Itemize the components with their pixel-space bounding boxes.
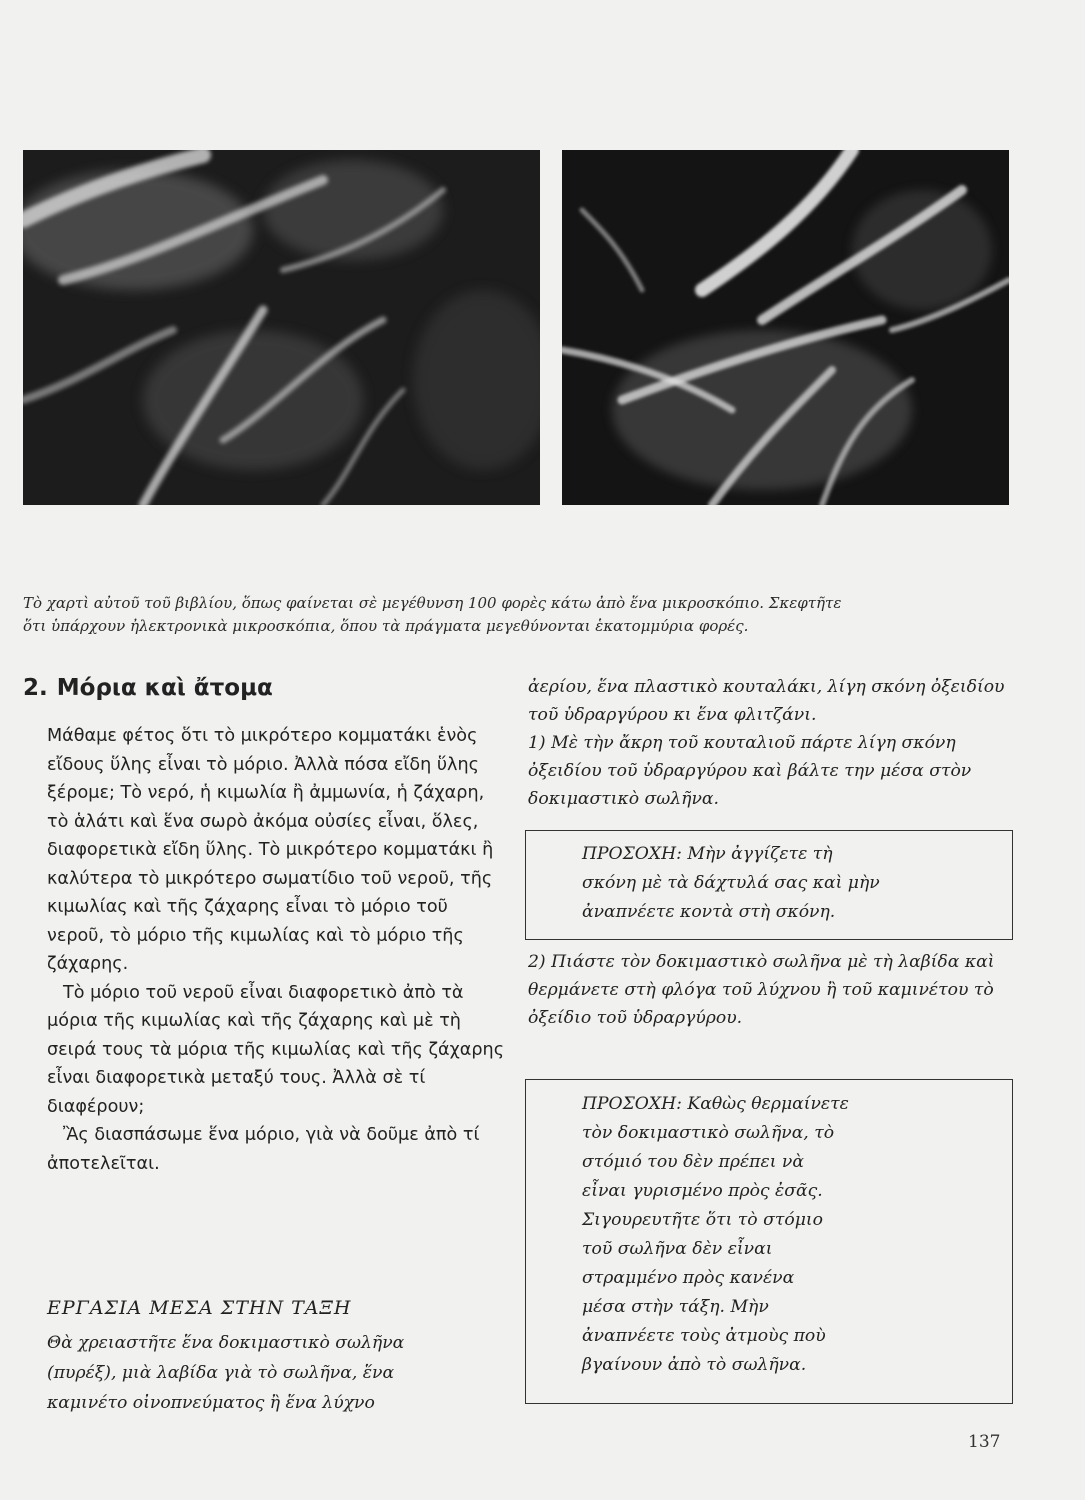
- section-title: Μόρια καὶ ἄτομα: [56, 675, 273, 701]
- warning-box-1: [525, 830, 1013, 940]
- body-paragraph: Τὸ μόριο τοῦ νεροῦ εἶναι διαφορετικὸ ἀπὸ τὰ μόρια τῆς κιμωλίας καὶ τῆς ζάχαρης καὶ μὲ τὴ σειρά τους τὰ μόρια τῆς κιμωλίας καὶ τῆς ζάχαρης εἶναι διαφορετικὰ μεταξύ τους. Ἀλλὰ σὲ τί διαφέρουν;: [47, 982, 505, 1117]
- warning-line: ἀναπνέετε τοὺς ἀτμοὺς ποὺ: [582, 1326, 826, 1346]
- body-paragraph: Μάθαμε φέτος ὅτι τὸ μικρότερο κομματάκι ἑνὸς εἴδους ὕλης εἶναι τὸ μόριο. Ἀλλὰ πόσα εἴδη ὕλης ξέρομε; Τὸ νερό, ἡ κιμωλία ἢ ἀμμωνία, ἡ ζάχαρη, τὸ ἁλάτι καὶ ἕνα σωρὸ ἀκόμα οὐσίες εἶναι, ὅλες, διαφορετικὰ εἴδη ὕλης. Τὸ μικρότερο κομματάκι ἢ καλύτερα τὸ μικρότερο σωματίδιο τοῦ νεροῦ, τῆς κιμωλίας καὶ τῆς ζάχαρης εἶναι τὸ μόριο τοῦ νεροῦ, τὸ μόριο τῆς κιμωλίας καὶ τὸ μόριο τῆς ζάχαρης.: [47, 726, 494, 974]
- warning-line: στραμμένο πρὸς κανένα: [582, 1268, 795, 1288]
- micrograph-photo-left: [23, 150, 540, 505]
- warning-line: τοῦ σωλῆνα δὲν εἶναι: [582, 1239, 773, 1259]
- activity-materials-text: [47, 1328, 477, 1418]
- activity-title: ΕΡΓΑΣΙΑ ΜΕΣΑ ΣΤΗΝ ΤΑΞΗ: [47, 1297, 352, 1319]
- section-number: 2.: [23, 675, 48, 701]
- page-number: 137: [968, 1432, 1001, 1452]
- step-2: 2) Πιάστε τὸν δοκιμαστικὸ σωλῆνα μὲ τὴ λαβίδα καὶ θερμάνετε στὴ φλόγα τοῦ λύχνου ἢ τοῦ καμινέτου τὸ ὀξείδιο τοῦ ὑδραργύρου.: [528, 952, 995, 1028]
- section-heading: [23, 675, 273, 701]
- warning-line: βγαίνουν ἀπὸ τὸ σωλῆνα.: [582, 1355, 807, 1375]
- right-column-step-2: [528, 948, 1013, 1032]
- warning-line: ΠΡΟΣΟΧΗ: Καθὼς θερμαίνετε: [582, 1094, 849, 1114]
- micrograph-photo-right: [562, 150, 1009, 505]
- body-paragraph: Ἂς διασπάσωμε ἕνα μόριο, γιὰ νὰ δοῦμε ἀπὸ τί ἀποτελεῖται.: [47, 1125, 480, 1174]
- warning-line: ἀναπνέετε κοντὰ στὴ σκόνη.: [582, 902, 836, 922]
- warning-line: μέσα στὴν τάξη. Μὴν: [582, 1297, 769, 1317]
- warning-line: σκόνη μὲ τὰ δάχτυλά σας καὶ μὴν: [582, 873, 880, 893]
- warning-line: Σιγουρευτῆτε ὅτι τὸ στόμιο: [582, 1210, 823, 1230]
- step-1: 1) Μὲ τὴν ἄκρη τοῦ κουταλιοῦ πάρτε λίγη σκόνη ὀξειδίου τοῦ ὑδραργύρου καὶ βάλτε την μέσα στὸν δοκιμαστικὸ σωλῆνα.: [528, 733, 972, 809]
- materials-continuation: ἀερίου, ἕνα πλαστικὸ κουταλάκι, λίγη σκόνη ὀξειδίου τοῦ ὑδραργύρου κι ἕνα φλιτζάνι.: [528, 677, 1005, 725]
- warning-line: στόμιό του δὲν πρέπει νὰ: [582, 1152, 804, 1172]
- warning-line: εἶναι γυρισμένο πρὸς ἐσᾶς.: [582, 1181, 823, 1201]
- right-column-text: [528, 673, 1013, 813]
- warning-line: ΠΡΟΣΟΧΗ: Μὴν ἀγγίζετε τὴ: [582, 844, 833, 864]
- activity-paragraph: Θὰ χρειαστῆτε ἕνα δοκιμαστικὸ σωλῆνα (πυρέξ), μιὰ λαβίδα γιὰ τὸ σωλῆνα, ἕνα καμινέτο οἰνοπνεύματος ἢ ἕνα λύχνο: [47, 1333, 405, 1413]
- figure-caption: [23, 592, 1013, 638]
- warning-line: τὸν δοκιμαστικὸ σωλῆνα, τὸ: [582, 1123, 835, 1143]
- left-column-text: [47, 722, 507, 1178]
- warning-box-2: [525, 1079, 1013, 1404]
- caption-line: Τὸ χαρτὶ αὐτοῦ τοῦ βιβλίου, ὅπως φαίνεται σὲ μεγέθυνση 100 φορὲς κάτω ἀπὸ ἕνα μικροσκόπιο. Σκεφτῆτε: [23, 594, 842, 612]
- caption-line: ὅτι ὑπάρχουν ἠλεκτρονικὰ μικροσκόπια, ὅπου τὰ πράγματα μεγεθύνονται ἑκατομμύρια φορές.: [23, 617, 749, 635]
